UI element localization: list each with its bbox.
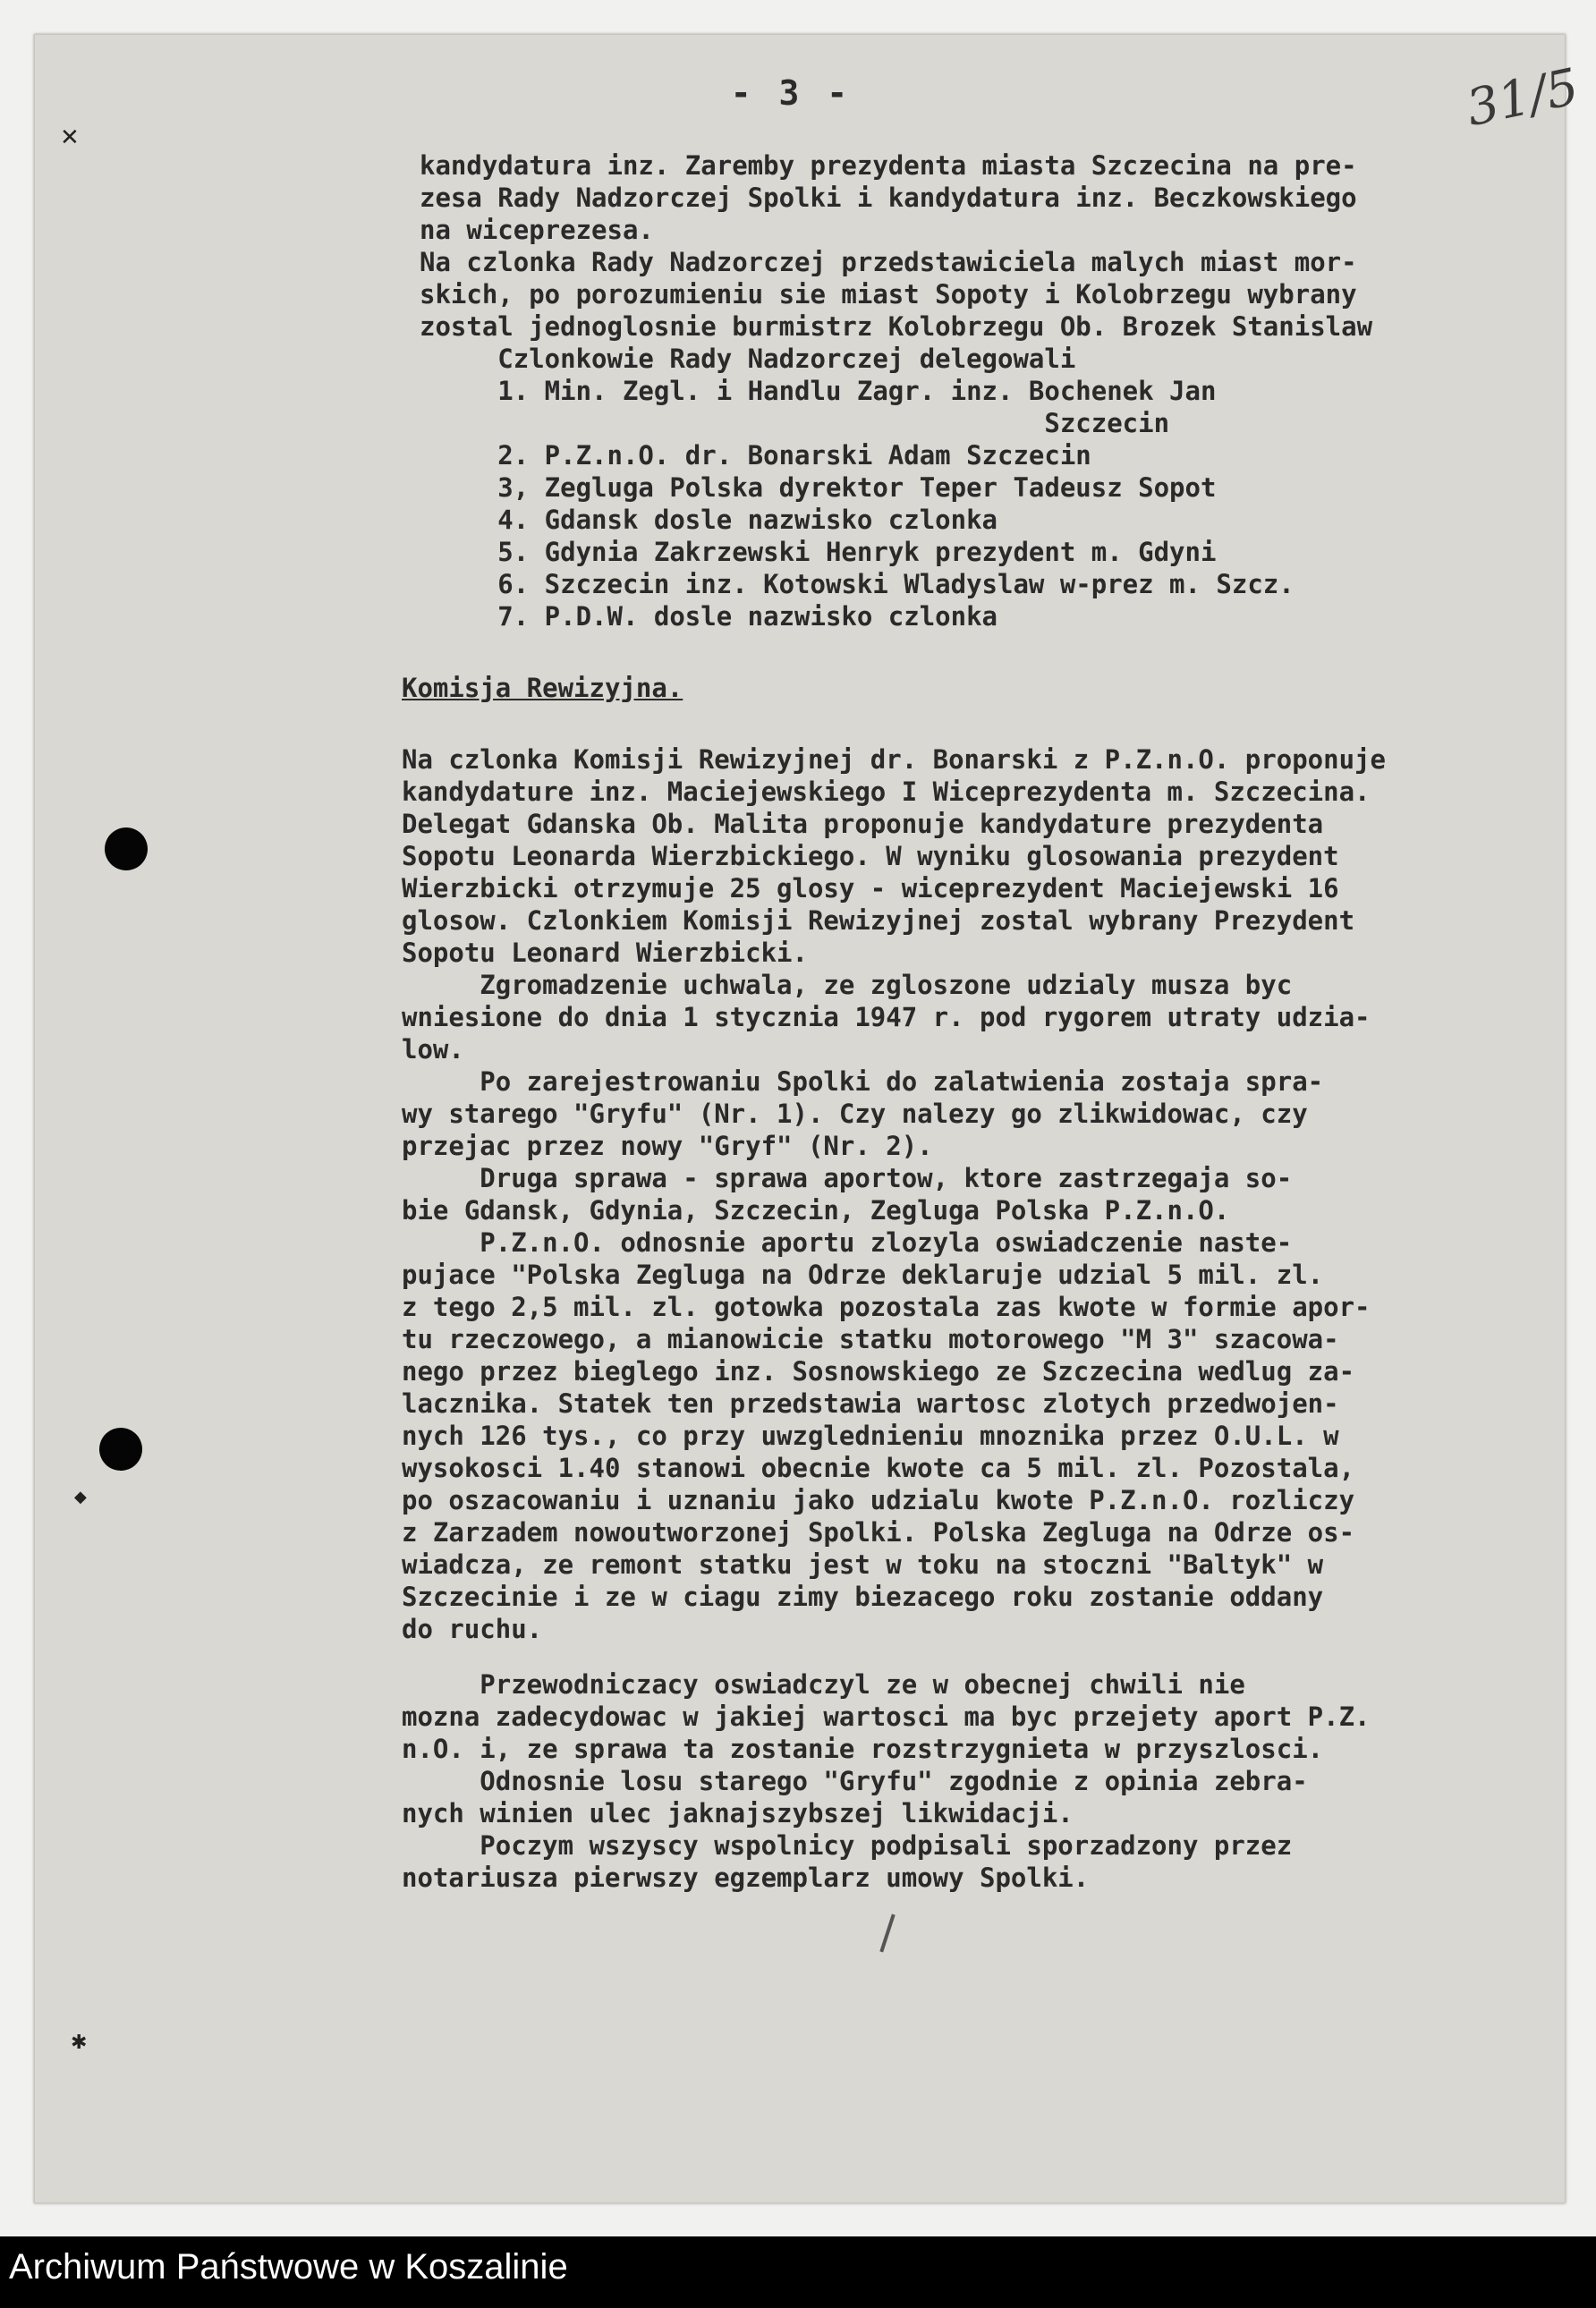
text-line: glosow. Czlonkiem Komisji Rewizyjnej zostal wybrany Prezydent — [402, 905, 1355, 936]
page-number: - 3 - — [730, 73, 852, 113]
section-heading: Komisja Rewizyjna. — [402, 673, 683, 703]
text-line: nych 126 tys., co przy uwzglednieniu mnoznika przez O.U.L. w — [402, 1421, 1339, 1451]
text-line: wniesione do dnia 1 stycznia 1947 r. pod rygorem utraty udzia- — [402, 1002, 1371, 1032]
text-line: mozna zadecydowac w jakiej wartosci ma byc przejety aport P.Z. — [402, 1701, 1371, 1732]
text-line: Poczym wszyscy wspolnicy podpisali sporzadzony przez — [402, 1830, 1293, 1861]
text-line: na wiceprezesa. — [420, 215, 654, 245]
document-page — [34, 34, 1584, 2203]
list-item: 7. P.D.W. dosle nazwisko czlonka — [420, 601, 998, 632]
list-item: 1. Min. Zegl. i Handlu Zagr. inz. Bochenek Jan — [420, 376, 1217, 406]
list-item: 6. Szczecin inz. Kotowski Wladyslaw w-prez m. Szcz. — [420, 569, 1295, 599]
text-line: wiadcza, ze remont statku jest w toku na stoczni "Baltyk" w — [402, 1549, 1324, 1580]
list-item: 3, Zegluga Polska dyrektor Teper Tadeusz Sopot — [420, 472, 1217, 503]
text-line: Druga sprawa - sprawa aportow, ktore zastrzegaja so- — [402, 1163, 1293, 1193]
text-line: P.Z.n.O. odnosnie aportu zlozyla oswiadczenie naste- — [402, 1227, 1293, 1258]
text-line: n.O. i, ze sprawa ta zostanie rozstrzygnieta w przyszlosci. — [402, 1734, 1324, 1764]
list-item: 4. Gdansk dosle nazwisko czlonka — [420, 505, 998, 535]
text-line: Odnosnie losu starego "Gryfu" zgodnie z opinia zebra- — [402, 1766, 1308, 1796]
pen-stroke — [879, 1913, 895, 1952]
text-line: Na czlonka Komisji Rewizyjnej dr. Bonarski z P.Z.n.O. proponuje — [402, 744, 1386, 775]
list-item: 5. Gdynia Zakrzewski Henryk prezydent m. Gdyni — [420, 537, 1217, 567]
handwritten-annotation: 31/5 — [1461, 57, 1584, 139]
text-line: Delegat Gdanska Ob. Malita proponuje kandydature prezydenta — [402, 809, 1324, 839]
text-line: zesa Rady Nadzorczej Spolki i kandydatura inz. Beczkowskiego — [420, 182, 1357, 213]
margin-mark: ✱ — [71, 2032, 88, 2054]
text-line: notariusza pierwszy egzemplarz umowy Spolki. — [402, 1863, 1090, 1893]
list-item: 2. P.Z.n.O. dr. Bonarski Adam Szczecin — [420, 440, 1091, 471]
archive-footer-label: Archiwum Państwowe w Koszalinie — [9, 2247, 568, 2287]
text-line: nego przez bieglego inz. Sosnowskiego ze Szczecina wedlug za- — [402, 1356, 1355, 1387]
text-line: zostal jednoglosnie burmistrz Kolobrzegu Ob. Brozek Stanislaw — [420, 311, 1373, 342]
margin-mark: ✕ — [60, 124, 80, 151]
text-line: po oszacowaniu i uznaniu jako udzialu kwote P.Z.n.O. rozliczy — [402, 1485, 1355, 1515]
text-line: Szczecinie i ze w ciagu zimy biezacego roku zostanie oddany — [402, 1582, 1324, 1612]
text-line: z Zarzadem nowoutworzonej Spolki. Polska Zegluga na Odrze os- — [402, 1517, 1355, 1548]
text-line: pujace "Polska Zegluga na Odrze deklaruje udzial 5 mil. zl. — [402, 1260, 1324, 1290]
text-line: skich, po porozumieniu sie miast Sopoty i Kolobrzegu wybrany — [420, 279, 1357, 310]
text-line: przejac przez nowy "Gryf" (Nr. 2). — [402, 1131, 933, 1161]
text-line: nych winien ulec jaknajszybszej likwidacji. — [402, 1798, 1074, 1829]
text-line: low. — [402, 1034, 464, 1065]
text-line: wysokosci 1.40 stanowi obecnie kwote ca 5 mil. zl. Pozostala, — [402, 1453, 1355, 1483]
archive-footer-bar — [0, 2236, 1596, 2308]
text-line: kandydatura inz. Zaremby prezydenta miasta Szczecina na pre- — [420, 150, 1357, 181]
text-line: Sopotu Leonard Wierzbicki. — [402, 938, 808, 968]
text-line: kandydature inz. Maciejewskiego I Wiceprezydenta m. Szczecina. — [402, 776, 1371, 807]
text-line: tu rzeczowego, a mianowicie statku motorowego "M 3" szacowa- — [402, 1324, 1339, 1354]
text-line: bie Gdansk, Gdynia, Szczecin, Zegluga Polska P.Z.n.O. — [402, 1195, 1230, 1226]
text-line: wy starego "Gryfu" (Nr. 1). Czy nalezy go zlikwidowac, czy — [402, 1099, 1308, 1129]
text-line: Wierzbicki otrzymuje 25 glosy - wiceprezydent Maciejewski 16 — [402, 873, 1339, 904]
text-line: Po zarejestrowaniu Spolki do zalatwienia zostaja spra- — [402, 1066, 1324, 1097]
text-line: lacznika. Statek ten przedstawia wartosc zlotych przedwojen- — [402, 1388, 1339, 1419]
text-line: Zgromadzenie uchwala, ze zgloszone udzialy musza byc — [402, 970, 1293, 1000]
text-line: do ruchu. — [402, 1614, 543, 1644]
punch-hole-bottom — [99, 1428, 142, 1471]
list-item: Szczecin — [420, 408, 1170, 438]
text-line: Czlonkowie Rady Nadzorczej delegowali — [420, 344, 1076, 374]
text-line: Sopotu Leonarda Wierzbickiego. W wyniku glosowania prezydent — [402, 841, 1339, 871]
text-line: Na czlonka Rady Nadzorczej przedstawiciela malych miast mor- — [420, 247, 1357, 277]
punch-hole-top — [105, 827, 148, 870]
text-line: Przewodniczacy oswiadczyl ze w obecnej chwili nie — [402, 1669, 1245, 1700]
text-line: z tego 2,5 mil. zl. gotowka pozostala zas kwote w formie apor- — [402, 1292, 1371, 1322]
margin-mark: ◆ — [74, 1488, 87, 1506]
